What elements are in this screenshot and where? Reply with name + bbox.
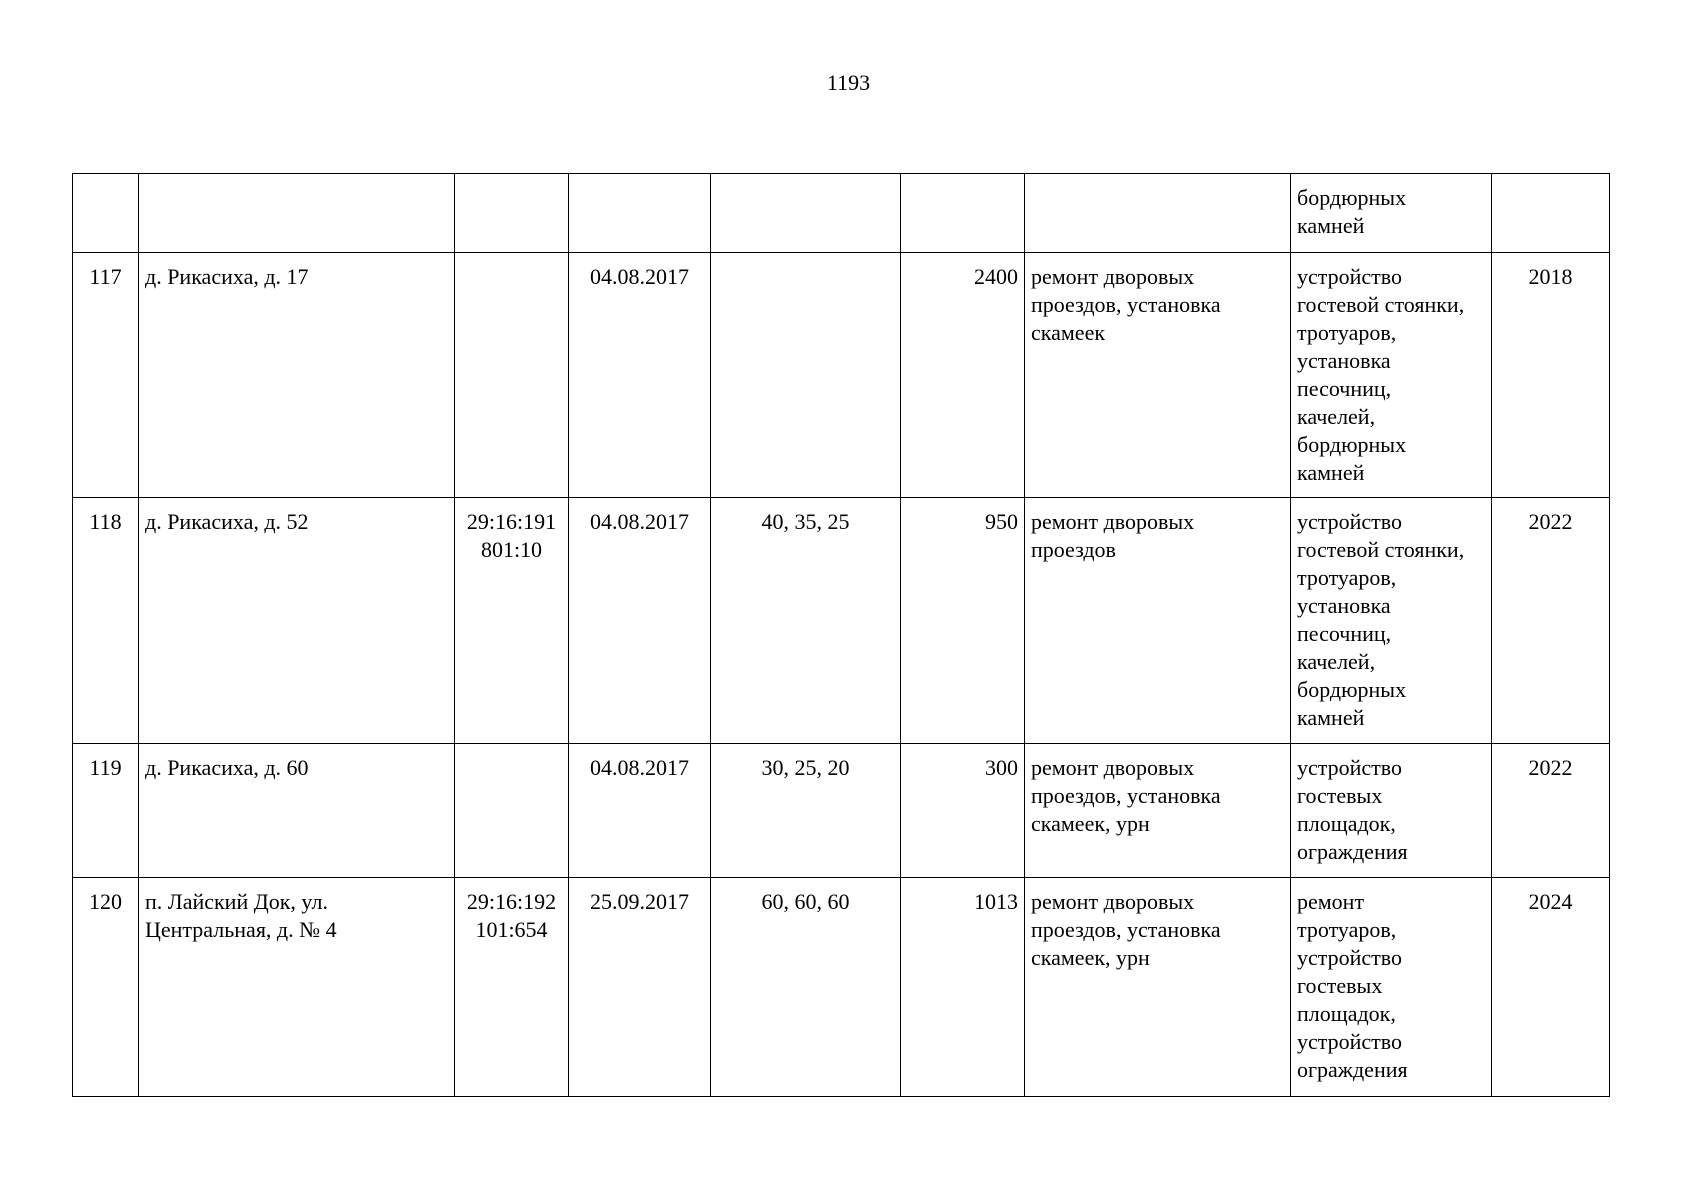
page-number: 1193 [826,70,871,95]
row-number-cell [73,174,139,253]
row-number-cell: 119 [73,744,139,878]
cadastral-number-cell [455,253,569,498]
area-cell [901,174,1025,253]
planned-works-cell: устройство гостевых площадок, ограждения [1291,744,1492,878]
date-cell: 04.08.2017 [569,498,711,744]
row-number-cell: 120 [73,878,139,1097]
cadastral-number-cell [455,174,569,253]
address-cell: п. Лайский Док, ул. Центральная, д. № 4 [139,878,455,1097]
completed-works-cell: ремонт дворовых проездов [1025,498,1291,744]
date-cell: 04.08.2017 [569,744,711,878]
courtyard-registry-table [72,173,1610,1097]
table-row [73,498,1610,744]
address-cell: д. Рикасиха, д. 17 [139,253,455,498]
wear-percent-cell [711,174,901,253]
area-cell: 1013 [901,878,1025,1097]
address-cell: д. Рикасиха, д. 52 [139,498,455,744]
cadastral-number-cell: 29:16:192 101:654 [455,878,569,1097]
address-cell [139,174,455,253]
year-cell [1492,174,1610,253]
wear-percent-cell: 60, 60, 60 [711,878,901,1097]
completed-works-cell: ремонт дворовых проездов, установка скамеек [1025,253,1291,498]
planned-works-cell: устройство гостевой стоянки, тротуаров, установка песочниц, качелей, бордюрных камней [1291,253,1492,498]
cadastral-number-cell [455,744,569,878]
planned-works-cell: устройство гостевой стоянки, тротуаров, установка песочниц, качелей, бордюрных камней [1291,498,1492,744]
wear-percent-cell: 40, 35, 25 [711,498,901,744]
date-cell: 04.08.2017 [569,253,711,498]
area-cell: 950 [901,498,1025,744]
area-cell: 2400 [901,253,1025,498]
completed-works-cell [1025,174,1291,253]
cadastral-number-cell: 29:16:191 801:10 [455,498,569,744]
date-cell [569,174,711,253]
table-row [73,878,1610,1097]
address-cell: д. Рикасиха, д. 60 [139,744,455,878]
table-row [73,253,1610,498]
year-cell: 2018 [1492,253,1610,498]
completed-works-cell: ремонт дворовых проездов, установка скамеек, урн [1025,744,1291,878]
year-cell: 2024 [1492,878,1610,1097]
wear-percent-cell [711,253,901,498]
planned-works-cell: ремонт тротуаров, устройство гостевых площадок, устройство ограждения [1291,878,1492,1097]
completed-works-cell: ремонт дворовых проездов, установка скамеек, урн [1025,878,1291,1097]
table-row [73,744,1610,878]
year-cell: 2022 [1492,498,1610,744]
row-number-cell: 117 [73,253,139,498]
table-row-continuation [73,174,1610,253]
planned-works-cell: бордюрных камней [1291,174,1492,253]
area-cell: 300 [901,744,1025,878]
row-number-cell: 118 [73,498,139,744]
wear-percent-cell: 30, 25, 20 [711,744,901,878]
year-cell: 2022 [1492,744,1610,878]
date-cell: 25.09.2017 [569,878,711,1097]
